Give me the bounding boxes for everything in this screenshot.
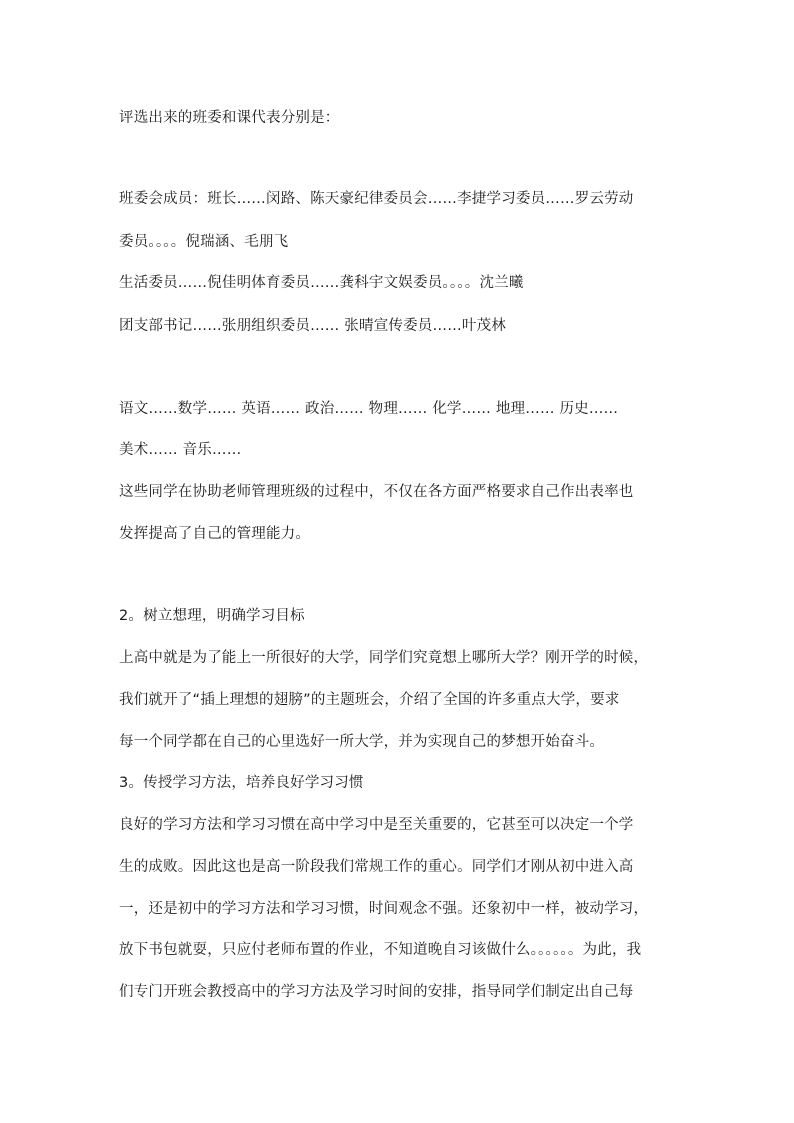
paragraph-line: 良好的学习方法和学习习惯在高中学习中是至关重要的，它甚至可以决定一个学 [119,817,634,833]
paragraph-line: 上高中就是为了能上一所很好的大学，同学们究竟想上哪所大学？刚开学的时候， [119,650,649,666]
committee-line-3: 生活委员……倪佳明体育委员……龚科宇文娱委员。。。。沈兰曦 [119,275,524,291]
paragraph-line: 发挥提高了自己的管理能力。 [119,526,311,542]
committee-line-1: 班委会成员：班长……闵路、陈天豪纪律委员会……李捷学习委员……罗云劳动 [119,191,634,207]
paragraph-line: 每一个同学都在自己的心里选好一所大学，并为实现自己的梦想开始奋斗。 [119,734,605,750]
paragraph-line: 一，还是初中的学习方法和学习习惯，时间观念不强。还象初中一样，被动学习， [119,901,649,917]
paragraph-line: 这些同学在协助老师管理班级的过程中，不仅在各方面严格要求自己作出表率也 [119,484,634,500]
subject-line-1: 语文……数学…… 英语…… 政治…… 物理…… 化学…… 地理…… 历史…… [119,401,619,417]
section-heading-2: 2。树立想理，明确学习目标 [119,608,305,624]
section-heading-3: 3。传授学习方法，培养良好学习习惯 [119,775,364,791]
committee-line-2: 委员。。。。倪瑞涵、毛朋飞 [119,234,289,250]
committee-line-4: 团支部书记……张朋组织委员…… 张晴宣传委员……叶茂林 [119,318,507,334]
paragraph-line: 生的成败。因此这也是高一阶段我们常规工作的重心。同学们才刚从初中进入高 [119,859,634,875]
intro-line: 评选出来的班委和课代表分别是： [119,110,340,126]
paragraph-line: 们专门开班会教授高中的学习方法及学习时间的安排，指导同学们制定出自己每 [119,984,634,1000]
subject-line-2: 美术…… 音乐…… [119,442,242,458]
paragraph-line: 我们就开了“插上理想的翅膀”的主题班会，介绍了全国的许多重点大学，要求 [119,692,620,708]
paragraph-line: 放下书包就耍，只应付老师布置的作业，不知道晚自习该做什么。。。。。。为此，我 [119,942,642,958]
